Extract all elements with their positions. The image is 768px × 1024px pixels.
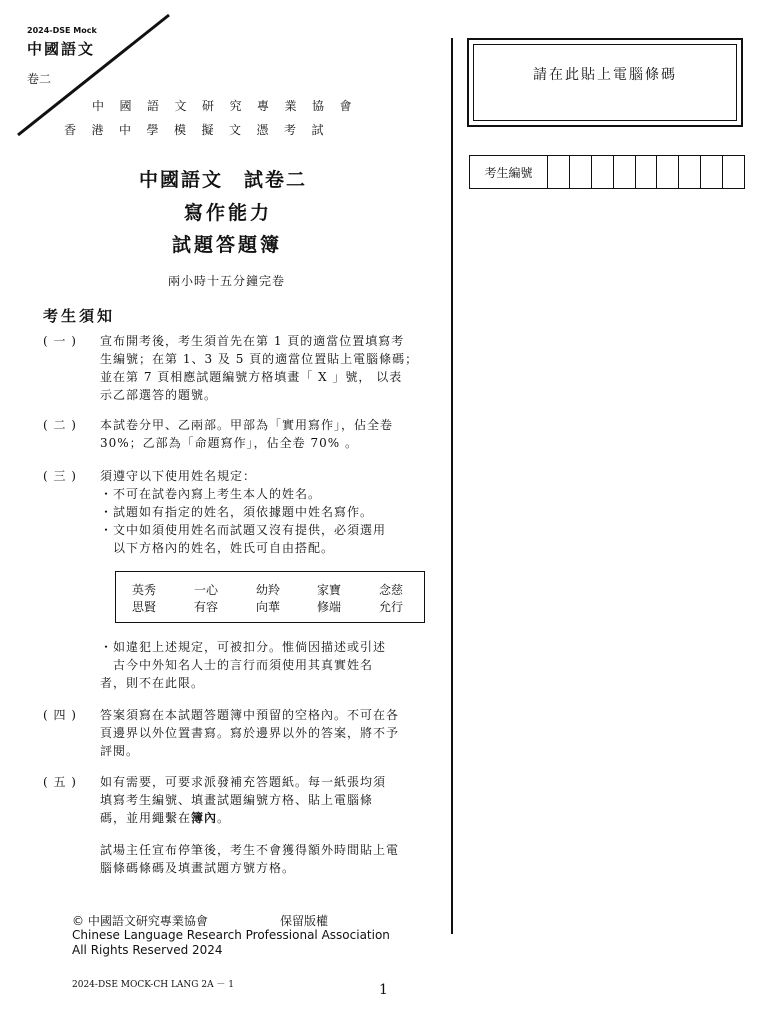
instruction-item-1: 宣布開考後，考生須首先在第 1 頁的適當位置填寫考 生編號；在第 1、3 及 5 頁的適當位置貼上電腦條碼； 並在第 7 頁相應試題編號方格填畫「 X 」號， 以表 示乙部選答的題號。 xyxy=(100,334,419,402)
item-number: ( 一 ) xyxy=(43,334,77,348)
final-note: 試場主任宣布停筆後，考生不會獲得額外時間貼上電 腦條碼條碼及填畫試題方號方格。 xyxy=(100,843,400,875)
paper-title: 中國語文 試卷二 xyxy=(139,169,308,191)
vertical-divider xyxy=(451,38,453,934)
paper-label: 卷二 xyxy=(27,72,52,86)
instruction-item-3: 須遵守以下使用姓名規定： ・不可在試卷內寫上考生本人的姓名。 ・試題如有指定的姓名，須依據題中姓名寫作。 ・文中如須使用姓名而試題又沒有提供，必須選用 以下方格內的姓名，姓氏可自由搭配。 xyxy=(100,469,387,555)
barcode-box xyxy=(467,38,743,127)
name-option: 允行 xyxy=(379,600,404,614)
name-option: 幼羚 xyxy=(256,583,281,597)
item-number: ( 四 ) xyxy=(43,708,77,722)
candidate-number-cell[interactable] xyxy=(592,156,614,188)
name-option: 向華 xyxy=(256,600,281,614)
item-number: ( 二 ) xyxy=(43,418,77,432)
name-option: 有容 xyxy=(194,600,219,614)
association-name: 中國語文研究專業協會 xyxy=(92,99,368,113)
candidate-number-cell[interactable] xyxy=(679,156,701,188)
instruction-item-5: 如有需要，可要求派發補充答題紙。每一紙張均須 填寫考生編號、填畫試題編號方格、貼上電腦條 碼，並用繩繫在簿內。 xyxy=(100,775,387,825)
item-number: ( 五 ) xyxy=(43,775,77,789)
candidate-number-cell[interactable] xyxy=(614,156,636,188)
name-option: 英秀 xyxy=(132,583,157,597)
duration: 兩小時十五分鐘完卷 xyxy=(168,274,286,288)
rights-cn: 保留版權 xyxy=(280,914,329,928)
name-option: 家寶 xyxy=(317,583,342,597)
name-option: 修端 xyxy=(317,600,342,614)
candidate-number-cell[interactable] xyxy=(636,156,658,188)
candidate-number-cell[interactable] xyxy=(657,156,679,188)
page-number: 1 xyxy=(379,982,388,998)
paper-subtitle: 寫作能力 xyxy=(184,202,273,224)
subject-title: 中國語文 xyxy=(27,40,96,58)
name-option: 念慈 xyxy=(379,583,404,597)
penalty-note: ・如違犯上述規定，可被扣分。惟倘因描述或引述 古今中外知名人士的言行而須使用其真實姓名 者，則不在此限。 xyxy=(100,640,387,690)
item-number: ( 三 ) xyxy=(43,469,77,483)
exam-name: 香港中學模擬文憑考試 xyxy=(64,123,340,137)
name-option: 一心 xyxy=(194,583,219,597)
candidate-number-cell[interactable] xyxy=(570,156,592,188)
names-box xyxy=(115,571,425,623)
bold-emphasis: 簿內 xyxy=(191,811,218,825)
instruction-item-2: 本試卷分甲、乙兩部。甲部為「實用寫作」，佔全卷 30%；乙部為「命題寫作」，佔全卷 70% 。 xyxy=(100,418,394,450)
booklet-title: 試題答題簿 xyxy=(172,234,283,256)
candidate-number-grid xyxy=(469,155,745,189)
paper-code: 2024-DSE MOCK-CH LANG 2A － 1 xyxy=(72,980,235,990)
candidate-number-label: 考生編號 xyxy=(470,156,548,188)
copyright-cn: © 中國語文研究專業協會 xyxy=(72,914,208,928)
instructions-heading: 考生須知 xyxy=(43,307,116,325)
org-english: Chinese Language Research Professional Association xyxy=(72,928,390,942)
name-option: 思賢 xyxy=(132,600,157,614)
instruction-item-4: 答案須寫在本試題答題簿中預留的空格內。不可在各 頁邊界以外位置書寫。寫於邊界以外的答案，將不予 評閱。 xyxy=(100,708,400,758)
candidate-number-cell[interactable] xyxy=(723,156,744,188)
rights-english: All Rights Reserved 2024 xyxy=(72,943,223,957)
candidate-number-cell[interactable] xyxy=(548,156,570,188)
candidate-number-cell[interactable] xyxy=(701,156,723,188)
barcode-instruction: 請在此貼上電腦條碼 xyxy=(473,44,737,121)
mock-label: 2024-DSE Mock xyxy=(27,26,97,35)
